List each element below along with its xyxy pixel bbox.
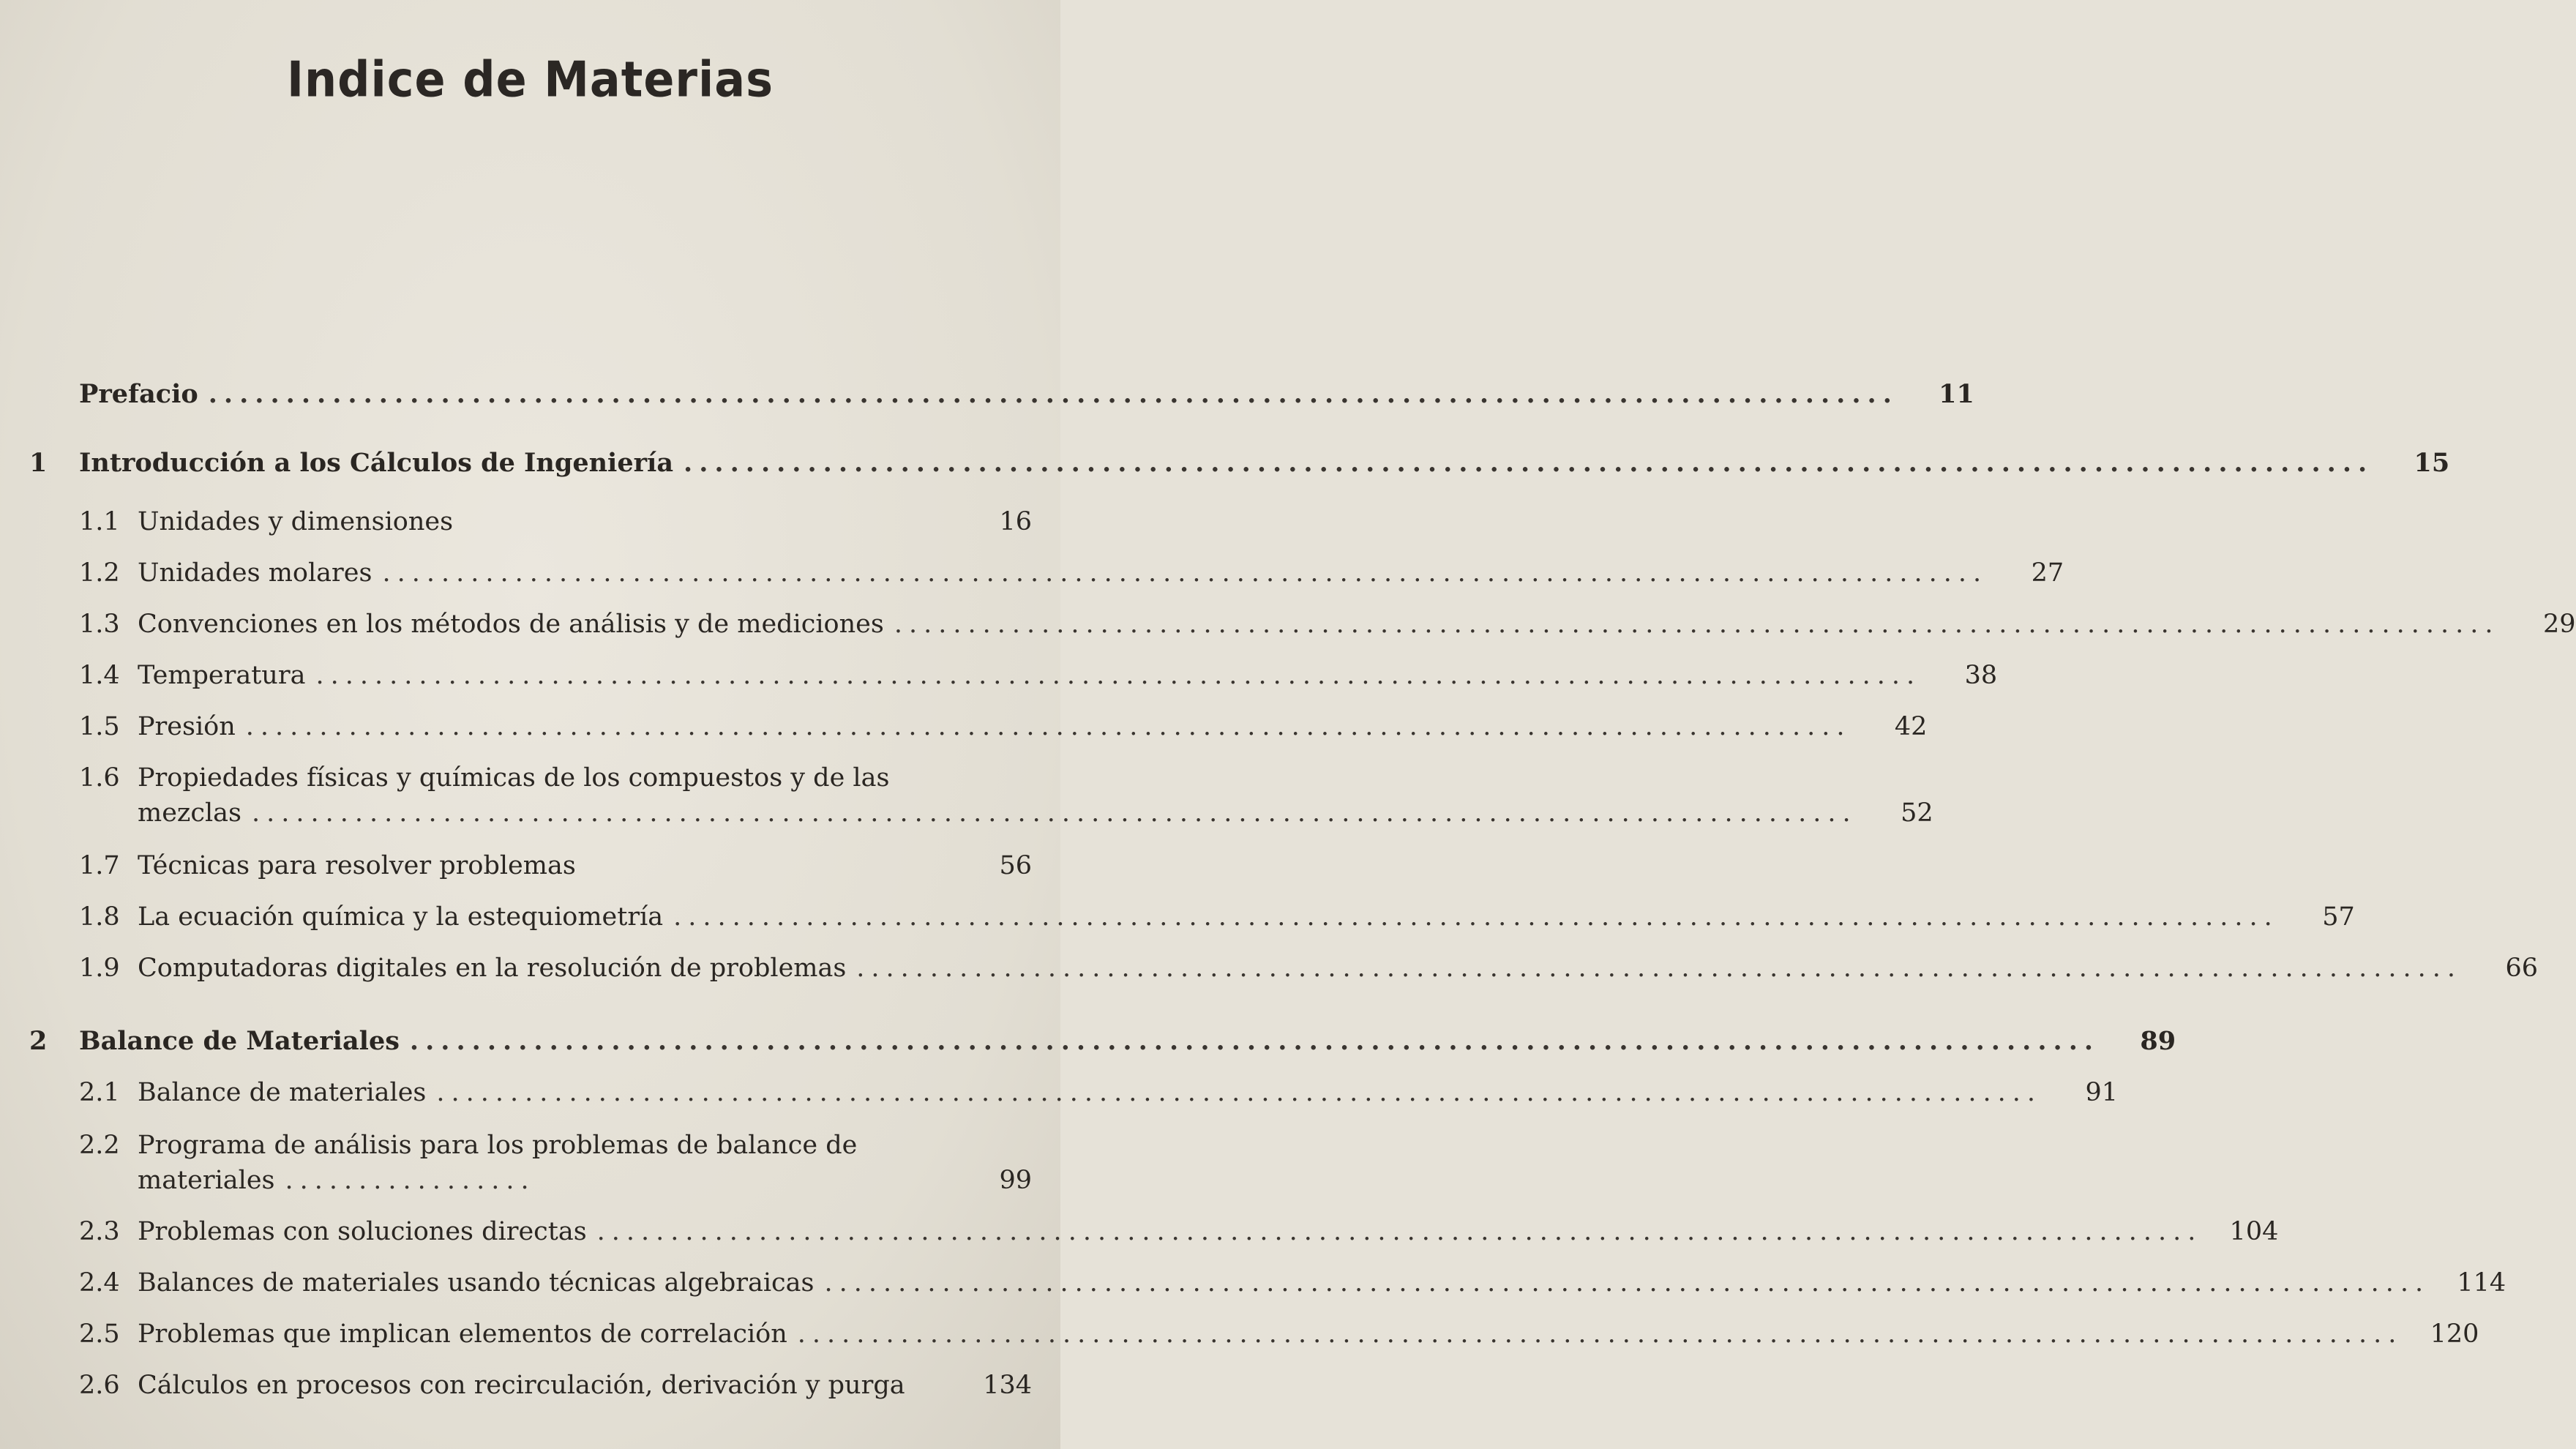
toc-entry-page: 120: [2430, 1319, 2479, 1349]
toc-entry-number: 2.6: [79, 1371, 120, 1400]
toc-entry-page: 89: [2140, 1026, 2176, 1056]
toc-entry-page: 56: [999, 851, 1032, 880]
leader-dots: .............................................................................................................: [382, 558, 1988, 588]
leader-dots: .............................................................................................................: [797, 1319, 2403, 1349]
toc-entry-title: Balances de materiales usando técnicas algebraicas: [138, 1268, 815, 1298]
toc-entry-number: 1.3: [79, 610, 120, 639]
toc-entry-title: mezclas: [138, 798, 242, 828]
leader-dots: .............................................................................................................: [673, 902, 2279, 932]
toc-entry-number: 1.6: [79, 763, 120, 793]
leader-dots: .............................................................................................................: [596, 1217, 2203, 1246]
toc-entry-page: 29: [2542, 610, 2576, 639]
leader-dots: .............................................................................................................: [684, 448, 2374, 478]
toc-entry-page: 11: [1939, 379, 1974, 409]
leader-dots: .............................................................................................................: [894, 610, 2500, 639]
toc-entry-page: 57: [2322, 902, 2355, 932]
toc-entry-number: 1: [29, 448, 48, 478]
toc-entry-number: 2: [29, 1026, 48, 1056]
toc-entry-title-line1: Propiedades físicas y químicas de los compuestos y de las: [138, 763, 890, 793]
toc-entry-title: La ecuación química y la estequiometría: [138, 902, 664, 932]
toc-entry-page: 91: [2085, 1078, 2119, 1107]
toc-entry-page: 42: [1894, 712, 1928, 741]
toc-entry-title: Prefacio: [79, 379, 198, 409]
toc-entry-number: 2.1: [79, 1078, 120, 1107]
leader-dots: .............................................................................................................: [208, 379, 1898, 409]
toc-entry-title: Problemas que implican elementos de correlación: [138, 1319, 787, 1349]
toc-entry-title: Unidades y dimensiones: [138, 507, 454, 536]
toc-entry-number: 2.4: [79, 1268, 120, 1298]
toc-entry-title: materiales: [138, 1166, 275, 1195]
leader-dots: .............................................................................................................: [856, 954, 2462, 983]
toc-entry-page: 104: [2229, 1217, 2279, 1246]
toc-entry-page: 52: [1901, 798, 1933, 828]
leader-dots: .............................................................................................................: [824, 1268, 2430, 1298]
toc-entry-page: 27: [2031, 558, 2064, 588]
toc-entry-title: Computadoras digitales en la resolución de problemas: [138, 954, 847, 983]
toc-entry-page: 66: [2505, 954, 2538, 983]
toc-entry-number: 2.5: [79, 1319, 120, 1349]
toc-entry-page: 99: [999, 1166, 1032, 1195]
toc-entry-number: 2.2: [79, 1131, 120, 1160]
toc-entry-page: 114: [2457, 1268, 2506, 1298]
toc-entry-title: Balance de Materiales: [79, 1026, 400, 1056]
leader-dots: .............................................................................................................: [245, 712, 1852, 741]
leader-dots: .................: [285, 1166, 536, 1195]
toc-entry-number: 1.9: [79, 954, 120, 983]
leader-dots: .............................................................................................................: [251, 798, 1857, 828]
leader-dots: .............................................................................................................: [315, 661, 1922, 690]
toc-entry-title: Técnicas para resolver problemas: [138, 851, 576, 880]
toc-entry-title-line1: Programa de análisis para los problemas de balance de: [138, 1131, 858, 1160]
toc-entry-number: 1.1: [79, 507, 120, 536]
toc-entry-number: 2.3: [79, 1217, 120, 1246]
toc-entry-title: Presión: [138, 712, 236, 741]
toc-entry-title: Temperatura: [138, 661, 306, 690]
toc-entry-number: 1.4: [79, 661, 120, 690]
leader-dots: .............................................................................................................: [409, 1026, 2100, 1056]
toc-entry-number: 1.7: [79, 851, 120, 880]
toc-entry-title: Convenciones en los métodos de análisis y de mediciones: [138, 610, 884, 639]
toc-entry-title: Cálculos en procesos con recirculación, derivación y purga: [138, 1371, 905, 1400]
toc-entry-number: 1.5: [79, 712, 120, 741]
toc-entry-page: 16: [999, 507, 1032, 536]
toc-entry-title: Balance de materiales: [138, 1078, 427, 1107]
toc-entry-title: Unidades molares: [138, 558, 372, 588]
toc-entry-page: 15: [2414, 448, 2450, 478]
toc-entry-page: 134: [983, 1371, 1032, 1400]
toc-entry-title: Problemas con soluciones directas: [138, 1217, 587, 1246]
toc-entry-number: 1.8: [79, 902, 120, 932]
toc-entry-page: 38: [1964, 661, 1998, 690]
toc-entry-number: 1.2: [79, 558, 120, 588]
leader-dots: .............................................................................................................: [436, 1078, 2043, 1107]
page-title: Indice de Materias: [286, 50, 774, 108]
toc-entry-title: Introducción a los Cálculos de Ingeniería: [79, 448, 674, 478]
